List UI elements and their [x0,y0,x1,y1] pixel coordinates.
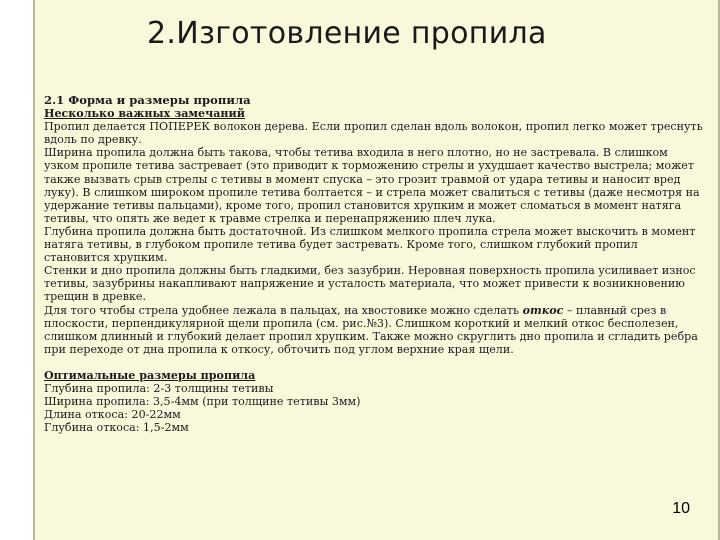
otkos-text-after: – плавный срез в плоскости, перпендикулярной щели пропила (см. рис.№3). Слишком короткий и мелкий откос бесполезен, слишком длинный и глубокий делает пропил хрупким. Также можно скруглить дно пропила и сгладить ребра при переходе от дна пропила к откосу, обточить под углом верхние края щели. [44,303,698,356]
section-heading: 2.1 Форма и размеры пропила [44,93,251,107]
otkos-text-before: Для того чтобы стрела удобнее лежала в пальцах, на хвостовике можно сделать [44,303,523,317]
paragraph-walls: Стенки и дно пропила должны быть гладкими, без зазубрин. Неровная поверхность пропила усиливает износ тетивы, зазубрины накапливают напряжение и усталость материала, что может привести к возникновению трещин в древке. [44,264,696,304]
otkos-term: откос [522,303,564,317]
optimal-line-width: Ширина пропила: 3,5-4мм (при толщине тетивы 3мм) [44,395,361,409]
paragraph-width: Ширина пропила должна быть такова, чтобы тетива входила в него плотно, но не застревала. В слишком узком пропиле тетива застревает (это приводит к торможению стрелы и ухудшает качество выстрела; может также вызвать срыв стрелы с тетивы в момент спуска – это грозит травмой от удара тетивы и наносит вред луку). В слишком широком пропиле тетива болтается – и стрела может свалиться с тетивы (даже несмотря на удержание тетивы пальцами), кроме того, пропил становится хрупким и может сломаться в момент натяга тетивы, что опять же ведет к травме стрелка и перенапряжению плеч лука. [44,146,700,225]
notes-heading: Несколько важных замечаний [44,107,245,121]
slide-title: 2.Изготовление пропила [147,16,547,51]
optimal-line-otkos-depth: Глубина откоса: 1,5-2мм [44,421,189,435]
page-number: 10 [672,500,690,517]
slide-content [44,94,704,434]
slide [33,0,720,540]
paragraph-otkos [44,304,704,356]
optimal-line-depth: Глубина пропила: 2-3 толщины тетивы [44,381,274,395]
optimal-sizes-heading: Оптимальные размеры пропила [44,368,256,382]
optimal-line-otkos-length: Длина откоса: 20-22мм [44,408,181,422]
paragraph-depth: Глубина пропила должна быть достаточной. Из слишком мелкого пропила стрела может выскочить в момент натяга тетивы, в глубоком пропиле тетива будет застревать. Кроме того, слишком глубокий пропил становится хрупким. [44,224,696,265]
paragraph-cross-grain: Пропил делается ПОПЕРЕК волокон дерева. Если пропил сделан вдоль волокон, пропил легко может треснуть вдоль по древку. [44,120,703,147]
spacer [44,356,704,370]
